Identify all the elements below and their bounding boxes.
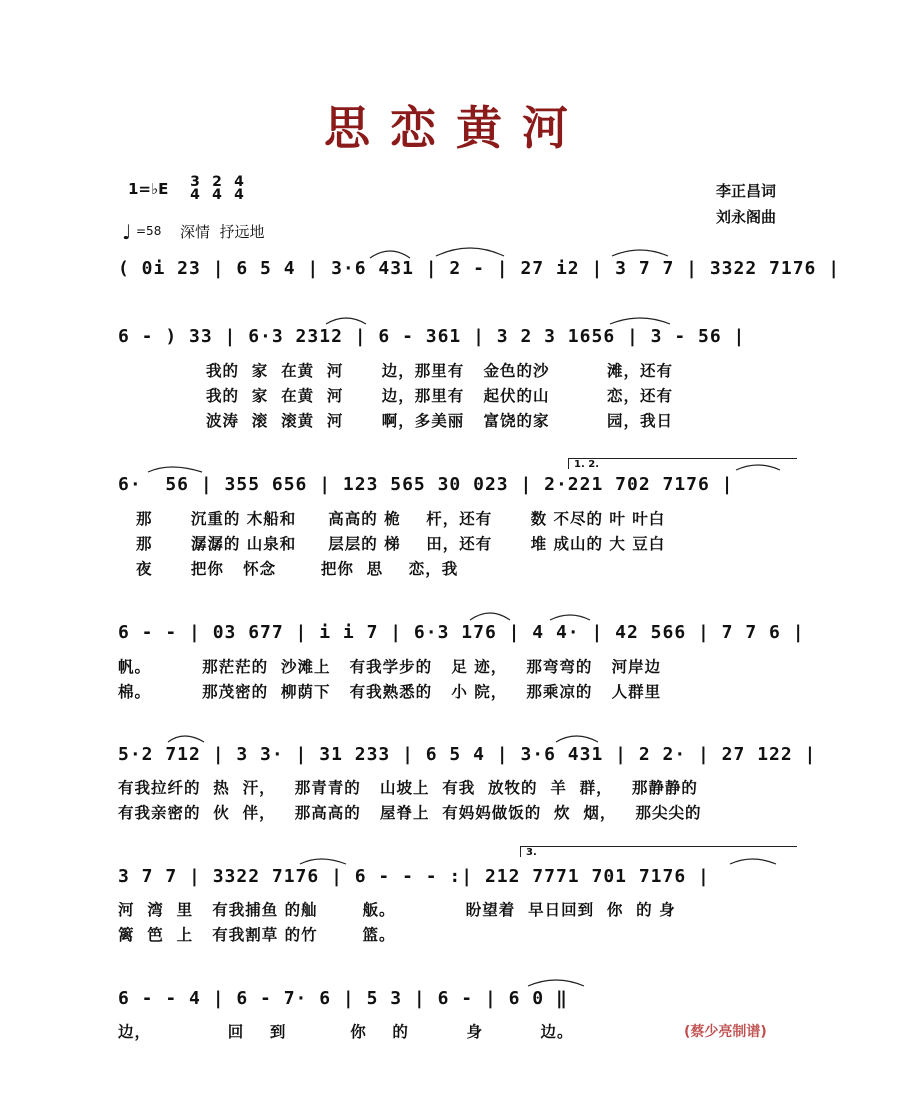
time-signature-2-4 bbox=[210, 176, 224, 202]
volta-label-3: 3. bbox=[526, 847, 537, 858]
lyric-row-5-verse-1: 有我拉纤的 热 汗， 那青青的 山坡上 有我 放牧的 羊 群， 那静静的 bbox=[118, 779, 698, 797]
lyric-row-6-verse-2: 篱 笆 上 有我割草 的竹 篮。 bbox=[118, 926, 396, 944]
expression-marking: 深情 抒远地 bbox=[180, 223, 265, 241]
lyric-row-4-verse-2: 棉。 那茂密的 柳荫下 有我熟悉的 小 院， 那乘凉的 人群里 bbox=[118, 683, 662, 701]
lyric-row-5-verse-2: 有我亲密的 伙 伴， 那高高的 屋脊上 有妈妈做饭的 炊 烟， 那尖尖的 bbox=[118, 804, 702, 822]
song-title: 思恋黄河 bbox=[324, 101, 588, 155]
time-signature-bottom: 4 bbox=[212, 187, 222, 203]
notation-row-5: 5·2 712 | 3 3· | 31 233 | 6 5 4 | 3·6 431 | 2 2· | 27 122 | bbox=[118, 744, 817, 765]
lyric-row-3-verse-3: 夜 把你 怀念 把你 思 恋，我 bbox=[136, 560, 459, 578]
composer: 刘永阁曲 bbox=[716, 208, 777, 226]
time-signature-top: 3 bbox=[190, 174, 200, 190]
lyric-row-3-verse-2: 那 潺潺的 山泉和 层层的 梯 田，还有 堆 成山的 大 豆白 bbox=[136, 535, 666, 553]
lyricist: 李正昌词 bbox=[716, 182, 777, 200]
notation-row-3: 6· 56 | 355 656 | 123 565 30 023 | 2·221 702 7176 | bbox=[118, 474, 734, 495]
time-signature-bottom: 4 bbox=[234, 187, 244, 203]
key-signature: 1=♭E bbox=[128, 180, 169, 198]
lyric-row-3-verse-1: 那 沉重的 木船和 高高的 桅 杆，还有 数 不尽的 叶 叶白 bbox=[136, 510, 666, 528]
lyric-row-2-verse-3: 波涛 滚 滚黄 河 啊，多美丽 富饶的家 园，我日 bbox=[206, 412, 674, 430]
time-signature-top: 4 bbox=[234, 174, 244, 190]
lyric-row-6-verse-1: 河 湾 里 有我捕鱼 的舢 舨。 盼望着 早日回到 你 的 身 bbox=[118, 901, 676, 919]
quarter-note-icon: ♩ bbox=[122, 220, 132, 244]
notation-row-7: 6 - - 4 | 6 - 7· 6 | 5 3 | 6 - | 6 0 ‖ bbox=[118, 988, 568, 1009]
volta-label-1-2: 1. 2. bbox=[574, 459, 599, 470]
lyric-row-4-verse-1: 帆。 那茫茫的 沙滩上 有我学步的 足 迹， 那弯弯的 河岸边 bbox=[118, 658, 662, 676]
transcriber-credit: (蔡少亮制谱) bbox=[684, 1024, 767, 1040]
time-signature-top: 2 bbox=[212, 174, 222, 190]
lyric-row-2-verse-1: 我的 家 在黄 河 边，那里有 金色的沙 滩，还有 bbox=[206, 362, 674, 380]
lyric-row-7-verse-1: 边， 回 到 你 的 身 边。 bbox=[118, 1023, 574, 1041]
notation-row-2: 6 - ) 33 | 6·3 2312 | 6 - 361 | 3 2 3 1656 | 3 - 56 | bbox=[118, 326, 746, 347]
time-signature-3-4 bbox=[188, 176, 202, 202]
tempo-marking: =58 bbox=[136, 224, 162, 238]
notation-row-1: ( 0i 23 | 6 5 4 | 3·6 431 | 2 - | 27 i2 | 3 7 7 | 3322 7176 | bbox=[118, 258, 841, 279]
volta-bracket-3 bbox=[520, 846, 797, 857]
notation-row-6: 3 7 7 | 3322 7176 | 6 - - - :| 212 7771 701 7176 | bbox=[118, 866, 710, 887]
notation-row-4: 6 - - | 03 677 | i i 7 | 6·3 176 | 4 4· | 42 566 | 7 7 6 | bbox=[118, 622, 805, 643]
lyric-row-2-verse-2: 我的 家 在黄 河 边，那里有 起伏的山 恋，还有 bbox=[206, 387, 674, 405]
time-signature-bottom: 4 bbox=[190, 187, 200, 203]
time-signature-4-4 bbox=[232, 176, 246, 202]
volta-bracket-1-2 bbox=[568, 458, 797, 469]
